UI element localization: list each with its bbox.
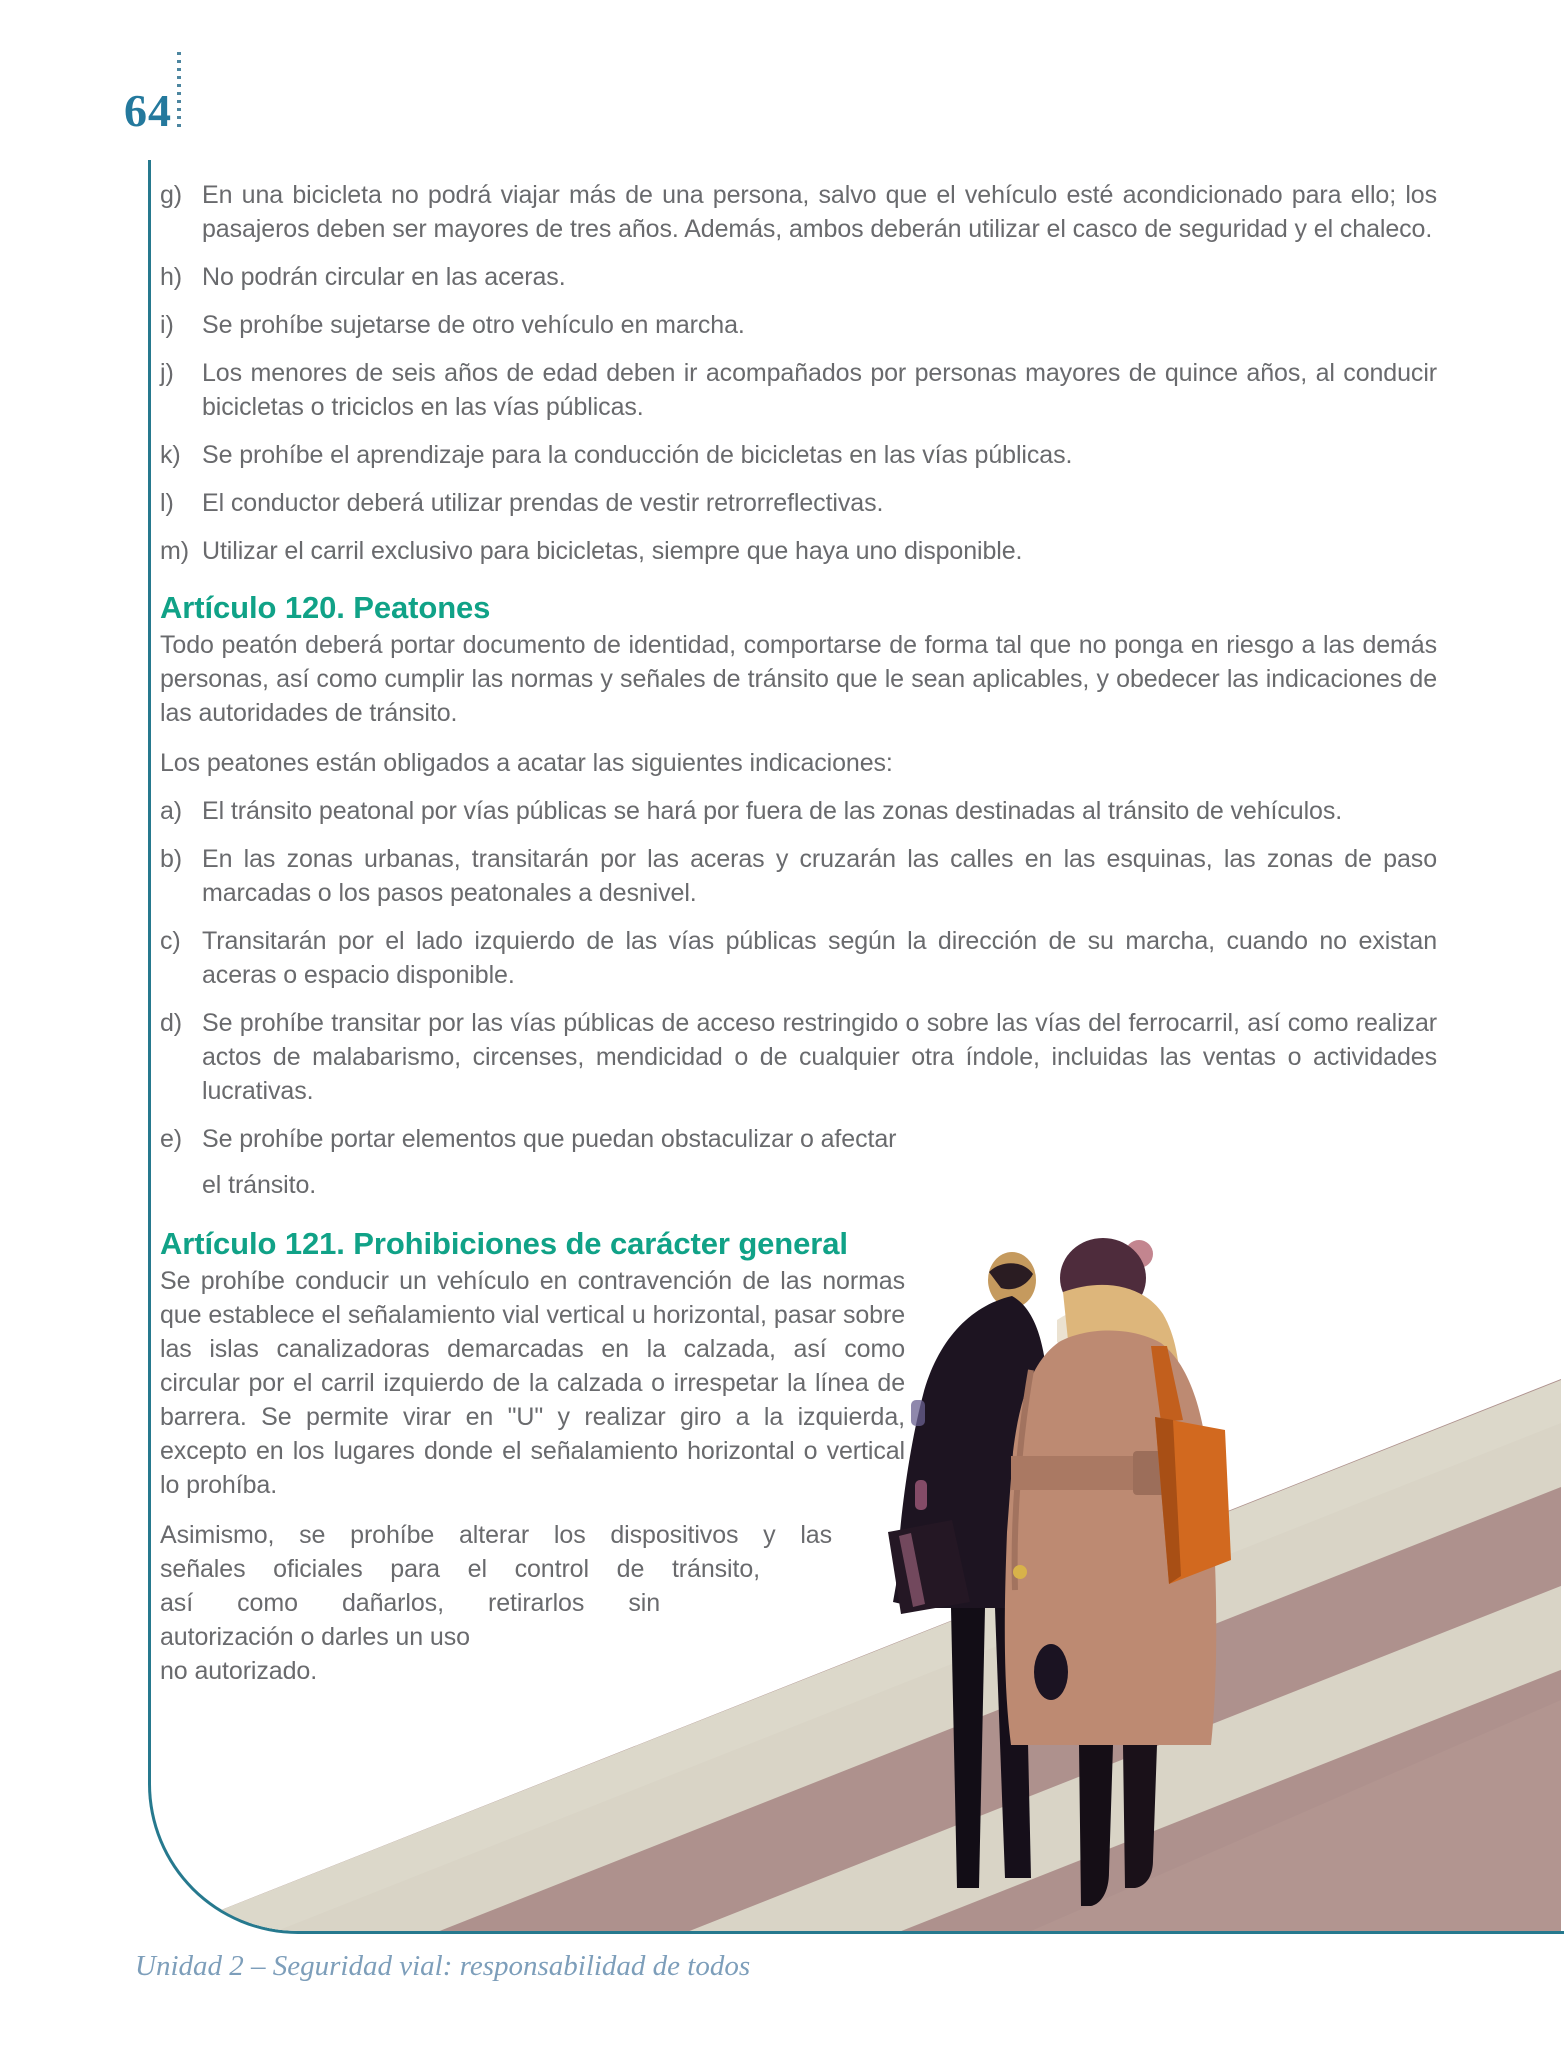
item-text: No podrán circular en las aceras. [202,263,566,291]
item-label: k) [160,441,181,469]
item-text-line: Se prohíbe portar elementos que puedan obstaculizar o afectar [202,1125,897,1153]
page-number: 64 [124,85,172,136]
item-text: Se prohíbe transitar por las vías públicas de acceso restringido o sobre las vías del ferrocarril, así como realizar actos de malabarismo, circenses, mendicidad o de cualquier otra índole, incluidas las ventas o actividades lucrativas. [202,1009,1437,1105]
article-121-paragraph: Se prohíbe conducir un vehículo en contravención de las normas que establece el señalamiento vial vertical u horizontal, pasar sobre las islas canalizadoras demarcadas en la calzada, así como circular por el carril izquierdo de la calzada o irrespetar la línea de barrera. Se permite virar en "U" y realizar giro a la izquierda, excepto en los lugares donde el señalamiento horizontal o vertical lo prohíba. [160,1267,905,1499]
list-item-k [160,438,1437,472]
item-text: Se prohíbe el aprendizaje para la conducción de bicicletas en las vías públicas. [202,441,1073,469]
item-label: b) [160,845,183,873]
list-item-c [160,924,1437,992]
item-label: a) [160,797,183,825]
paragraph-line: así como dañarlos, retirarlos sin [160,1589,660,1617]
right-boot [1123,1745,1157,1888]
list-item-d [160,1006,1437,1108]
paragraph-line: no autorizado. [160,1657,318,1685]
list-item-h [160,260,1437,294]
item-label: h) [160,263,183,291]
list-item-e [160,1122,1437,1202]
list-item-m [160,534,1437,568]
item-text-line: el tránsito. [202,1171,317,1199]
item-label: c) [160,927,181,955]
item-label: g) [160,181,183,209]
article-120-list-lead: Los peatones están obligados a acatar las siguientes indicaciones: [160,749,893,777]
footer-caption: Unidad 2 – Seguridad vial: responsabilidad de todos [135,1950,751,1982]
item-text: En las zonas urbanas, transitarán por las aceras y cruzarán las calles en las esquinas, las zonas de paso marcadas o los pasos peatonales a desnivel. [202,845,1437,907]
article-121-paragraph-2 [160,1518,1437,1688]
content-frame [148,160,1564,1934]
paragraph-line: autorización o darles un uso [160,1623,470,1651]
paragraph-line: Asimismo, se prohíbe alterar los dispositivos y las [160,1521,832,1549]
item-label: j) [160,359,174,387]
article-120-heading: Artículo 120. Peatones [160,590,491,625]
left-boot [1079,1745,1113,1906]
article-120-intro: Todo peatón deberá portar documento de identidad, comportarse de forma tal que no ponga en riesgo a las demás personas, así como cumplir las normas y señales de tránsito que le sean aplicables, y obedecer las indicaciones de las autoridades de tránsito. [160,631,1437,727]
item-text: En una bicicleta no podrá viajar más de una persona, salvo que el vehículo esté acondicionado para ello; los pasajeros deben ser mayores de tres años. Además, ambos deberán utilizar el casco de seguridad y el chaleco. [202,181,1437,243]
item-text: Los menores de seis años de edad deben ir acompañados por personas mayores de quince años, al conducir bicicletas o triciclos en las vías públicas. [202,359,1437,421]
paragraph-line: señales oficiales para el control de tránsito, [160,1555,760,1583]
item-label: d) [160,1009,183,1037]
item-label: i) [160,311,174,339]
list-item-l [160,486,1437,520]
article-121-heading: Artículo 121. Prohibiciones de carácter general [160,1226,848,1261]
item-label: e) [160,1125,183,1153]
item-text: Se prohíbe sujetarse de otro vehículo en marcha. [202,311,745,339]
item-label: m) [160,537,189,565]
list-item-g [160,178,1437,246]
item-text: El conductor deberá utilizar prendas de vestir retrorreflectivas. [202,489,884,517]
item-text: Transitarán por el lado izquierdo de las vías públicas según la dirección de su marcha, cuando no existan aceras o espacio disponible. [202,927,1437,989]
list-item-j [160,356,1437,424]
list-item-b [160,842,1437,910]
list-item-a [160,794,1437,828]
dotted-divider [177,52,181,132]
item-label: l) [160,489,174,517]
page-body [160,178,1437,1688]
item-text: Utilizar el carril exclusivo para bicicletas, siempre que haya uno disponible. [202,537,1023,565]
item-text: El tránsito peatonal por vías públicas se hará por fuera de las zonas destinadas al tránsito de vehículos. [202,797,1343,825]
list-item-i [160,308,1437,342]
